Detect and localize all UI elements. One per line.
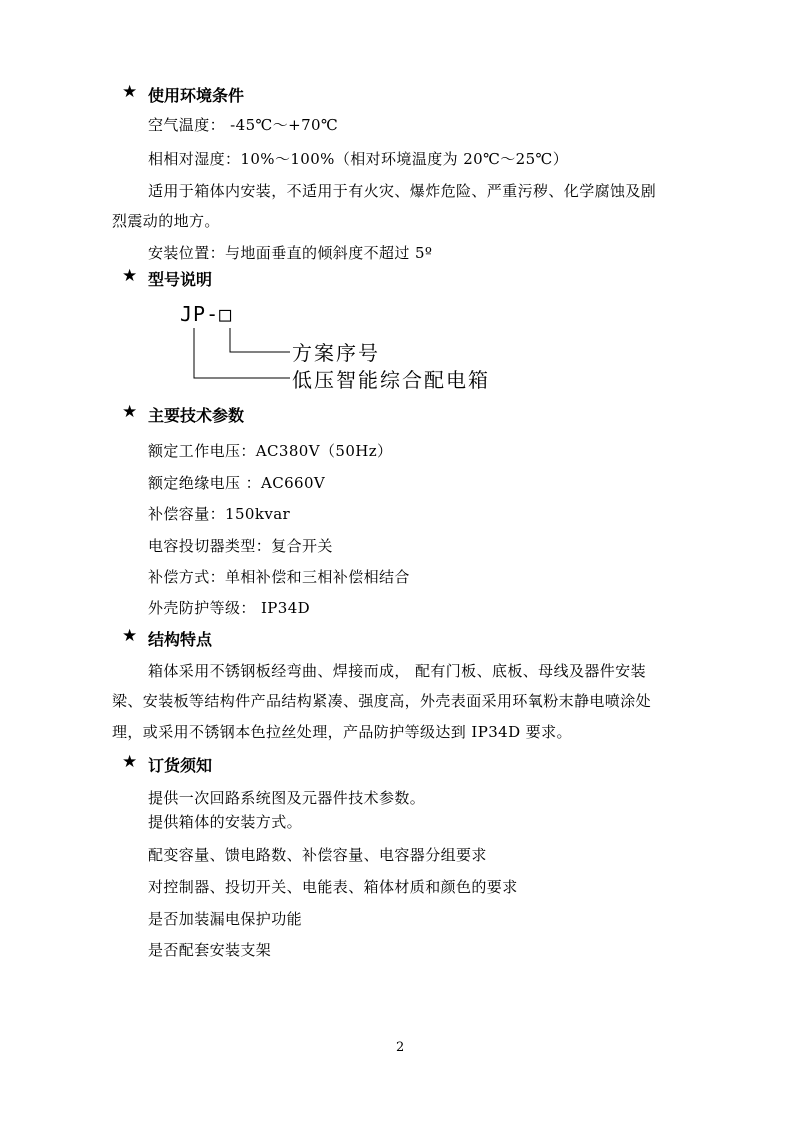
env-usage-line2: 烈震动的地方。: [112, 212, 220, 230]
env-humidity: 相相对湿度：10%～100%（相对环境温度为 20℃～25℃）: [148, 150, 569, 168]
env-usage-line1: 适用于箱体内安装，不适用于有火灾、爆炸危险、严重污秽、化学腐蚀及剧: [148, 182, 657, 200]
model-code: JP-□: [180, 302, 233, 326]
section-title-structure: 结构特点: [148, 630, 213, 649]
star-bullet-icon: ★: [122, 402, 138, 422]
structure-line3: 理，或采用不锈钢本色拉丝处理，产品防护等级达到 IP34D 要求。: [112, 723, 572, 741]
model-label-scheme: 方案序号: [292, 341, 380, 365]
order-line1: 提供一次回路系统图及元器件技术参数。: [148, 789, 426, 807]
section-title-params: 主要技术参数: [148, 406, 245, 425]
star-bullet-icon: ★: [122, 82, 138, 102]
param-insulation-voltage: 额定绝缘电压 ：AC660V: [148, 474, 326, 492]
param-compensation-capacity: 补偿容量：150kvar: [148, 505, 291, 523]
param-rated-voltage: 额定工作电压：AC380V（50Hz）: [148, 442, 393, 460]
section-title-model: 型号说明: [148, 270, 213, 289]
param-switch-type: 电容投切器类型：复合开关: [148, 537, 333, 555]
order-line5: 是否加装漏电保护功能: [148, 910, 303, 928]
section-title-order: 订货须知: [148, 756, 213, 775]
structure-line2: 梁、安装板等结构件产品结构紧凑、强度高，外壳表面采用环氧粉末静电喷涂处: [112, 692, 652, 710]
star-bullet-icon: ★: [122, 626, 138, 646]
env-air-temperature: 空气温度： -45℃～+70℃: [148, 116, 339, 134]
order-line4: 对控制器、投切开关、电能表、箱体材质和颜色的要求: [148, 878, 518, 896]
env-install-position: 安装位置：与地面垂直的倾斜度不超过 5º: [148, 244, 433, 262]
model-label-product: 低压智能综合配电箱: [292, 368, 490, 392]
order-line2: 提供箱体的安装方式。: [148, 813, 303, 831]
structure-line1: 箱体采用不锈钢板经弯曲、焊接而成， 配有门板、底板、母线及器件安装: [148, 662, 646, 680]
star-bullet-icon: ★: [122, 752, 138, 772]
page-number: 2: [396, 1040, 405, 1055]
model-diagram-lines: [180, 322, 300, 382]
order-line6: 是否配套安装支架: [148, 941, 272, 959]
section-title-env: 使用环境条件: [148, 86, 245, 105]
order-line3: 配变容量、馈电路数、补偿容量、电容器分组要求: [148, 846, 487, 864]
param-protection-level: 外壳防护等级： IP34D: [148, 599, 311, 617]
param-compensation-mode: 补偿方式：单相补偿和三相补偿相结合: [148, 568, 410, 586]
star-bullet-icon: ★: [122, 266, 138, 286]
